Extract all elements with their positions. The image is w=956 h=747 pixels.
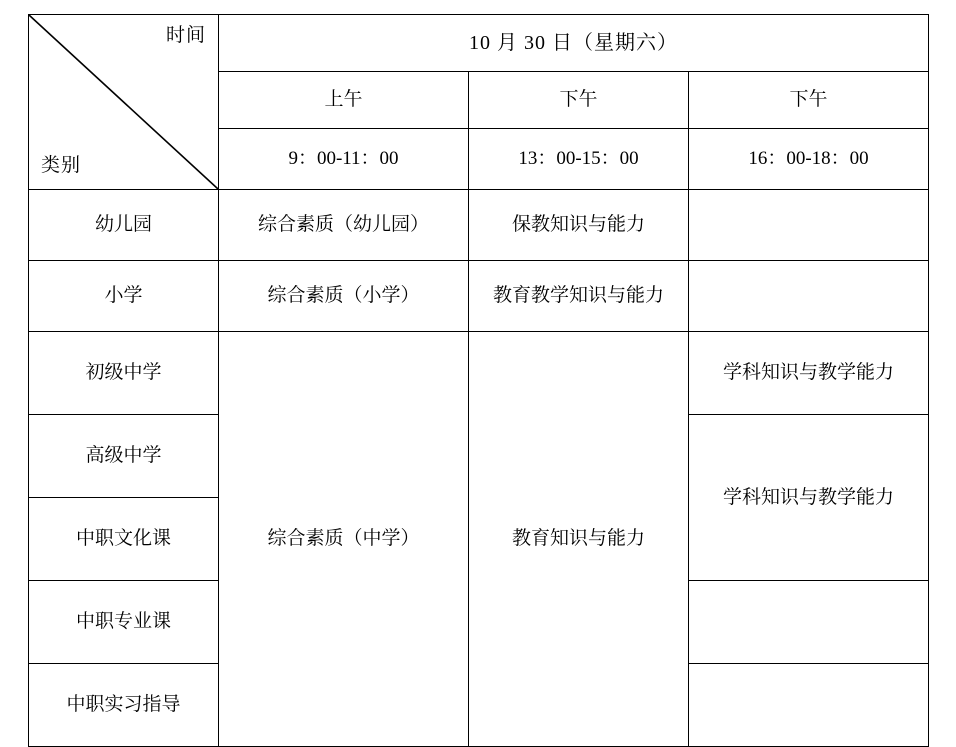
category-vocational-internship: 中职实习指导 xyxy=(29,664,219,747)
subject-junior-middle-pm2: 学科知识与教学能力 xyxy=(689,332,929,415)
category-primary: 小学 xyxy=(29,261,219,332)
category-vocational-culture: 中职文化课 xyxy=(29,498,219,581)
subject-primary-pm1: 教育教学知识与能力 xyxy=(469,261,689,332)
category-senior-middle: 高级中学 xyxy=(29,415,219,498)
session-name-afternoon-2: 下午 xyxy=(689,72,929,129)
session-time-morning: 9：00-11：00 xyxy=(219,129,469,190)
subject-kindergarten-pm2 xyxy=(689,190,929,261)
date-header-cell: 10 月 30 日（星期六） xyxy=(219,15,929,72)
corner-time-label: 时间 xyxy=(165,25,206,46)
table-header-row-date xyxy=(29,15,929,72)
subject-vocational-internship-pm2 xyxy=(689,664,929,747)
corner-header-cell xyxy=(29,15,219,190)
session-time-afternoon-2: 16：00-18：00 xyxy=(689,129,929,190)
session-time-afternoon-1: 13：00-15：00 xyxy=(469,129,689,190)
exam-schedule-sheet xyxy=(0,14,956,716)
subject-primary-pm2 xyxy=(689,261,929,332)
exam-schedule-table xyxy=(28,14,929,747)
category-kindergarten: 幼儿园 xyxy=(29,190,219,261)
subject-primary-am: 综合素质（小学） xyxy=(219,261,469,332)
subject-kindergarten-pm1: 保教知识与能力 xyxy=(469,190,689,261)
subject-senior-group-pm2-merged: 学科知识与教学能力 xyxy=(689,415,929,581)
subject-middle-am-merged: 综合素质（中学） xyxy=(219,332,469,747)
category-vocational-specialty: 中职专业课 xyxy=(29,581,219,664)
table-row xyxy=(29,190,929,261)
session-name-morning: 上午 xyxy=(219,72,469,129)
subject-kindergarten-am: 综合素质（幼儿园） xyxy=(219,190,469,261)
subject-vocational-specialty-pm2 xyxy=(689,581,929,664)
table-row xyxy=(29,261,929,332)
subject-middle-pm1-merged: 教育知识与能力 xyxy=(469,332,689,747)
corner-category-label: 类别 xyxy=(41,155,82,177)
table-row xyxy=(29,332,929,415)
session-name-afternoon-1: 下午 xyxy=(469,72,689,129)
category-junior-middle: 初级中学 xyxy=(29,332,219,415)
